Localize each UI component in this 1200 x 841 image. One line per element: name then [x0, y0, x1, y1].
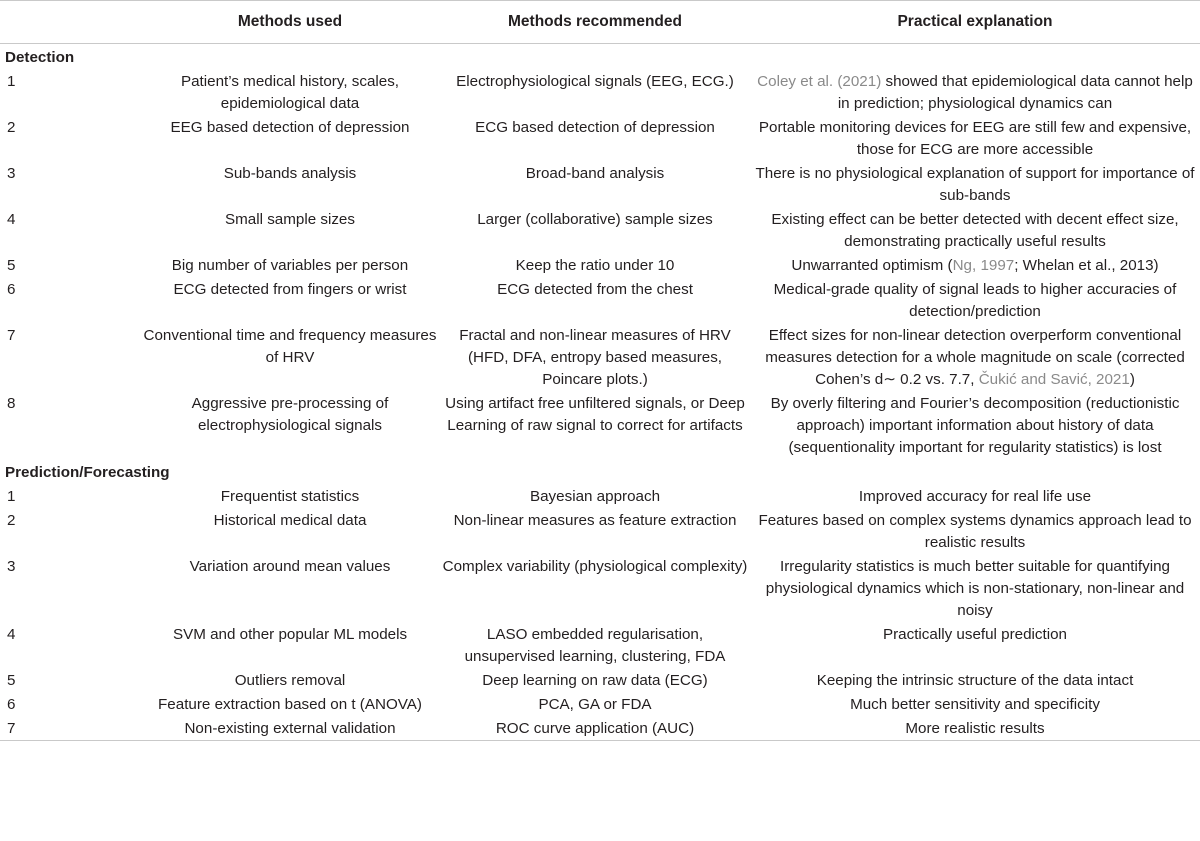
table-row	[0, 508, 1200, 554]
explanation-text: Unwarranted optimism (	[791, 257, 953, 274]
table-row	[0, 391, 1200, 459]
method-recommended-cell: ECG based detection of depression	[475, 119, 715, 136]
method-used-cell: Small sample sizes	[225, 211, 355, 228]
practical-explanation-cell	[750, 692, 1200, 716]
practical-explanation-cell	[750, 323, 1200, 391]
method-used-cell: Historical medical data	[213, 512, 367, 529]
method-recommended-cell: PCA, GA or FDA	[538, 696, 652, 713]
practical-explanation-cell	[750, 207, 1200, 253]
practical-explanation-cell	[750, 277, 1200, 323]
method-recommended-cell: LASO embedded regularisation, unsupervised learning, clustering, FDA	[464, 626, 726, 665]
method-recommended-cell: ROC curve application (AUC)	[440, 716, 750, 741]
practical-explanation-cell	[750, 668, 1200, 692]
header-methods-recommended: Methods recommended	[440, 1, 750, 44]
explanation-text: Existing effect can be better detected with decent effect size, demonstrating practically useful results	[771, 211, 1179, 250]
table-row	[0, 323, 1200, 391]
section-title: Detection	[5, 49, 75, 66]
explanation-text: Irregularity statistics is much better suitable for quantifying physiological dynamics which is non-stationary, non-linear and noisy	[765, 558, 1185, 619]
row-number: 7	[7, 327, 16, 344]
row-number: 3	[7, 165, 16, 182]
practical-explanation-cell	[750, 161, 1200, 207]
practical-explanation-cell	[750, 115, 1200, 161]
explanation-text: Improved accuracy for real life use	[858, 488, 1092, 505]
citation-link[interactable]: Ng, 1997	[952, 257, 1015, 274]
explanation-text: Much better sensitivity and specificity	[850, 696, 1100, 713]
method-used-cell: Outliers removal	[234, 672, 346, 689]
explanation-text-cont: )	[1129, 371, 1135, 388]
method-used-cell: ECG detected from fingers or wrist	[173, 281, 407, 298]
row-number: 5	[7, 672, 16, 689]
practical-explanation-cell	[750, 622, 1200, 668]
row-number: 2	[7, 119, 16, 136]
explanation-text: Practically useful prediction	[882, 626, 1068, 643]
header-number	[0, 1, 140, 44]
method-used-cell: SVM and other popular ML models	[172, 626, 408, 643]
method-recommended-cell: Fractal and non-linear measures of HRV (HFD, DFA, entropy based measures, Poincare plots.)	[459, 327, 731, 388]
method-used-cell: EEG based detection of depression	[170, 119, 410, 136]
method-recommended-cell: Non-linear measures as feature extraction	[453, 512, 737, 529]
row-number: 1	[7, 73, 16, 90]
table-row	[0, 115, 1200, 161]
table-row	[0, 716, 1200, 741]
explanation-text-cont: showed that epidemiological data cannot help in prediction; physiological dynamics can	[837, 73, 1193, 112]
explanation-text: Portable monitoring devices for EEG are still few and expensive, those for ECG are more accessible	[758, 119, 1192, 158]
header-methods-used: Methods used	[140, 1, 440, 44]
practical-explanation-cell	[750, 484, 1200, 508]
row-number: 6	[7, 696, 16, 713]
row-number: 2	[7, 512, 16, 529]
section-heading-row	[0, 459, 1200, 484]
method-used-cell: Non-existing external validation	[140, 716, 440, 741]
method-used-cell: Sub-bands analysis	[223, 165, 357, 182]
method-recommended-cell: Keep the ratio under 10	[515, 257, 675, 274]
method-recommended-cell: Complex variability (physiological complexity)	[442, 558, 748, 575]
method-used-cell: Conventional time and frequency measures of HRV	[143, 327, 437, 366]
header-row	[0, 1, 1200, 44]
explanation-text: Effect sizes for non-linear detection overperform conventional measures detection for a whole magnitude on scale (corrected Cohen’s d∼ 0.2 vs. 7.7,	[765, 327, 1185, 388]
table-row	[0, 253, 1200, 277]
method-recommended-cell: Bayesian approach	[529, 488, 661, 505]
method-recommended-cell: ECG detected from the chest	[497, 281, 693, 298]
explanation-text: Medical-grade quality of signal leads to higher accuracies of detection/prediction	[773, 281, 1177, 320]
method-recommended-cell: Larger (collaborative) sample sizes	[477, 211, 713, 228]
practical-explanation-cell	[750, 69, 1200, 115]
method-used-cell: Frequentist statistics	[220, 488, 360, 505]
method-used-cell: Big number of variables per person	[171, 257, 409, 274]
table-row	[0, 668, 1200, 692]
row-number: 6	[7, 281, 16, 298]
row-number: 1	[7, 488, 16, 505]
explanation-text-cont: ; Whelan et al., 2013)	[1014, 257, 1159, 274]
practical-explanation-cell	[750, 554, 1200, 622]
section-heading-row	[0, 44, 1200, 70]
table-row	[0, 622, 1200, 668]
row-number: 4	[7, 211, 16, 228]
row-number: 7	[0, 716, 140, 741]
table-row	[0, 277, 1200, 323]
practical-explanation-cell	[750, 508, 1200, 554]
explanation-text: Keeping the intrinsic structure of the data intact	[816, 672, 1134, 689]
row-number: 8	[7, 395, 16, 412]
explanation-text: There is no physiological explanation of support for importance of sub-bands	[755, 165, 1195, 204]
table-row	[0, 692, 1200, 716]
method-used-cell: Variation around mean values	[189, 558, 391, 575]
method-used-cell: Feature extraction based on t (ANOVA)	[158, 696, 422, 713]
table-row	[0, 554, 1200, 622]
explanation-text: Features based on complex systems dynamics approach lead to realistic results	[758, 512, 1192, 551]
table-row	[0, 161, 1200, 207]
table-row	[0, 69, 1200, 115]
section-title: Prediction/Forecasting	[5, 464, 170, 481]
practical-explanation-cell	[750, 253, 1200, 277]
citation-link[interactable]: Coley et al. (2021)	[757, 73, 882, 90]
method-used-cell: Patient’s medical history, scales, epidemiological data	[180, 73, 400, 112]
row-number: 3	[7, 558, 16, 575]
method-used-cell: Aggressive pre-processing of electrophysiological signals	[191, 395, 389, 434]
table-row	[0, 484, 1200, 508]
method-recommended-cell: Deep learning on raw data (ECG)	[482, 672, 708, 689]
row-number: 4	[7, 626, 16, 643]
citation-link[interactable]: Čukić and Savić, 2021	[978, 371, 1130, 388]
practical-explanation-cell	[750, 716, 1200, 741]
row-number: 5	[7, 257, 16, 274]
practical-explanation-cell	[750, 391, 1200, 459]
method-recommended-cell: Broad-band analysis	[525, 165, 665, 182]
explanation-text: By overly filtering and Fourier’s decomposition (reductionistic approach) important information about history of data (sequentionality important for regularity statistics) is lost	[770, 395, 1180, 456]
method-recommended-cell: Electrophysiological signals (EEG, ECG.)	[456, 73, 734, 90]
method-recommended-cell: Using artifact free unfiltered signals, or Deep Learning of raw signal to correct for artifacts	[445, 395, 745, 434]
table-row	[0, 207, 1200, 253]
header-practical-explanation: Practical explanation	[750, 1, 1200, 44]
table-body	[0, 44, 1200, 741]
explanation-text: More realistic results	[905, 720, 1045, 737]
